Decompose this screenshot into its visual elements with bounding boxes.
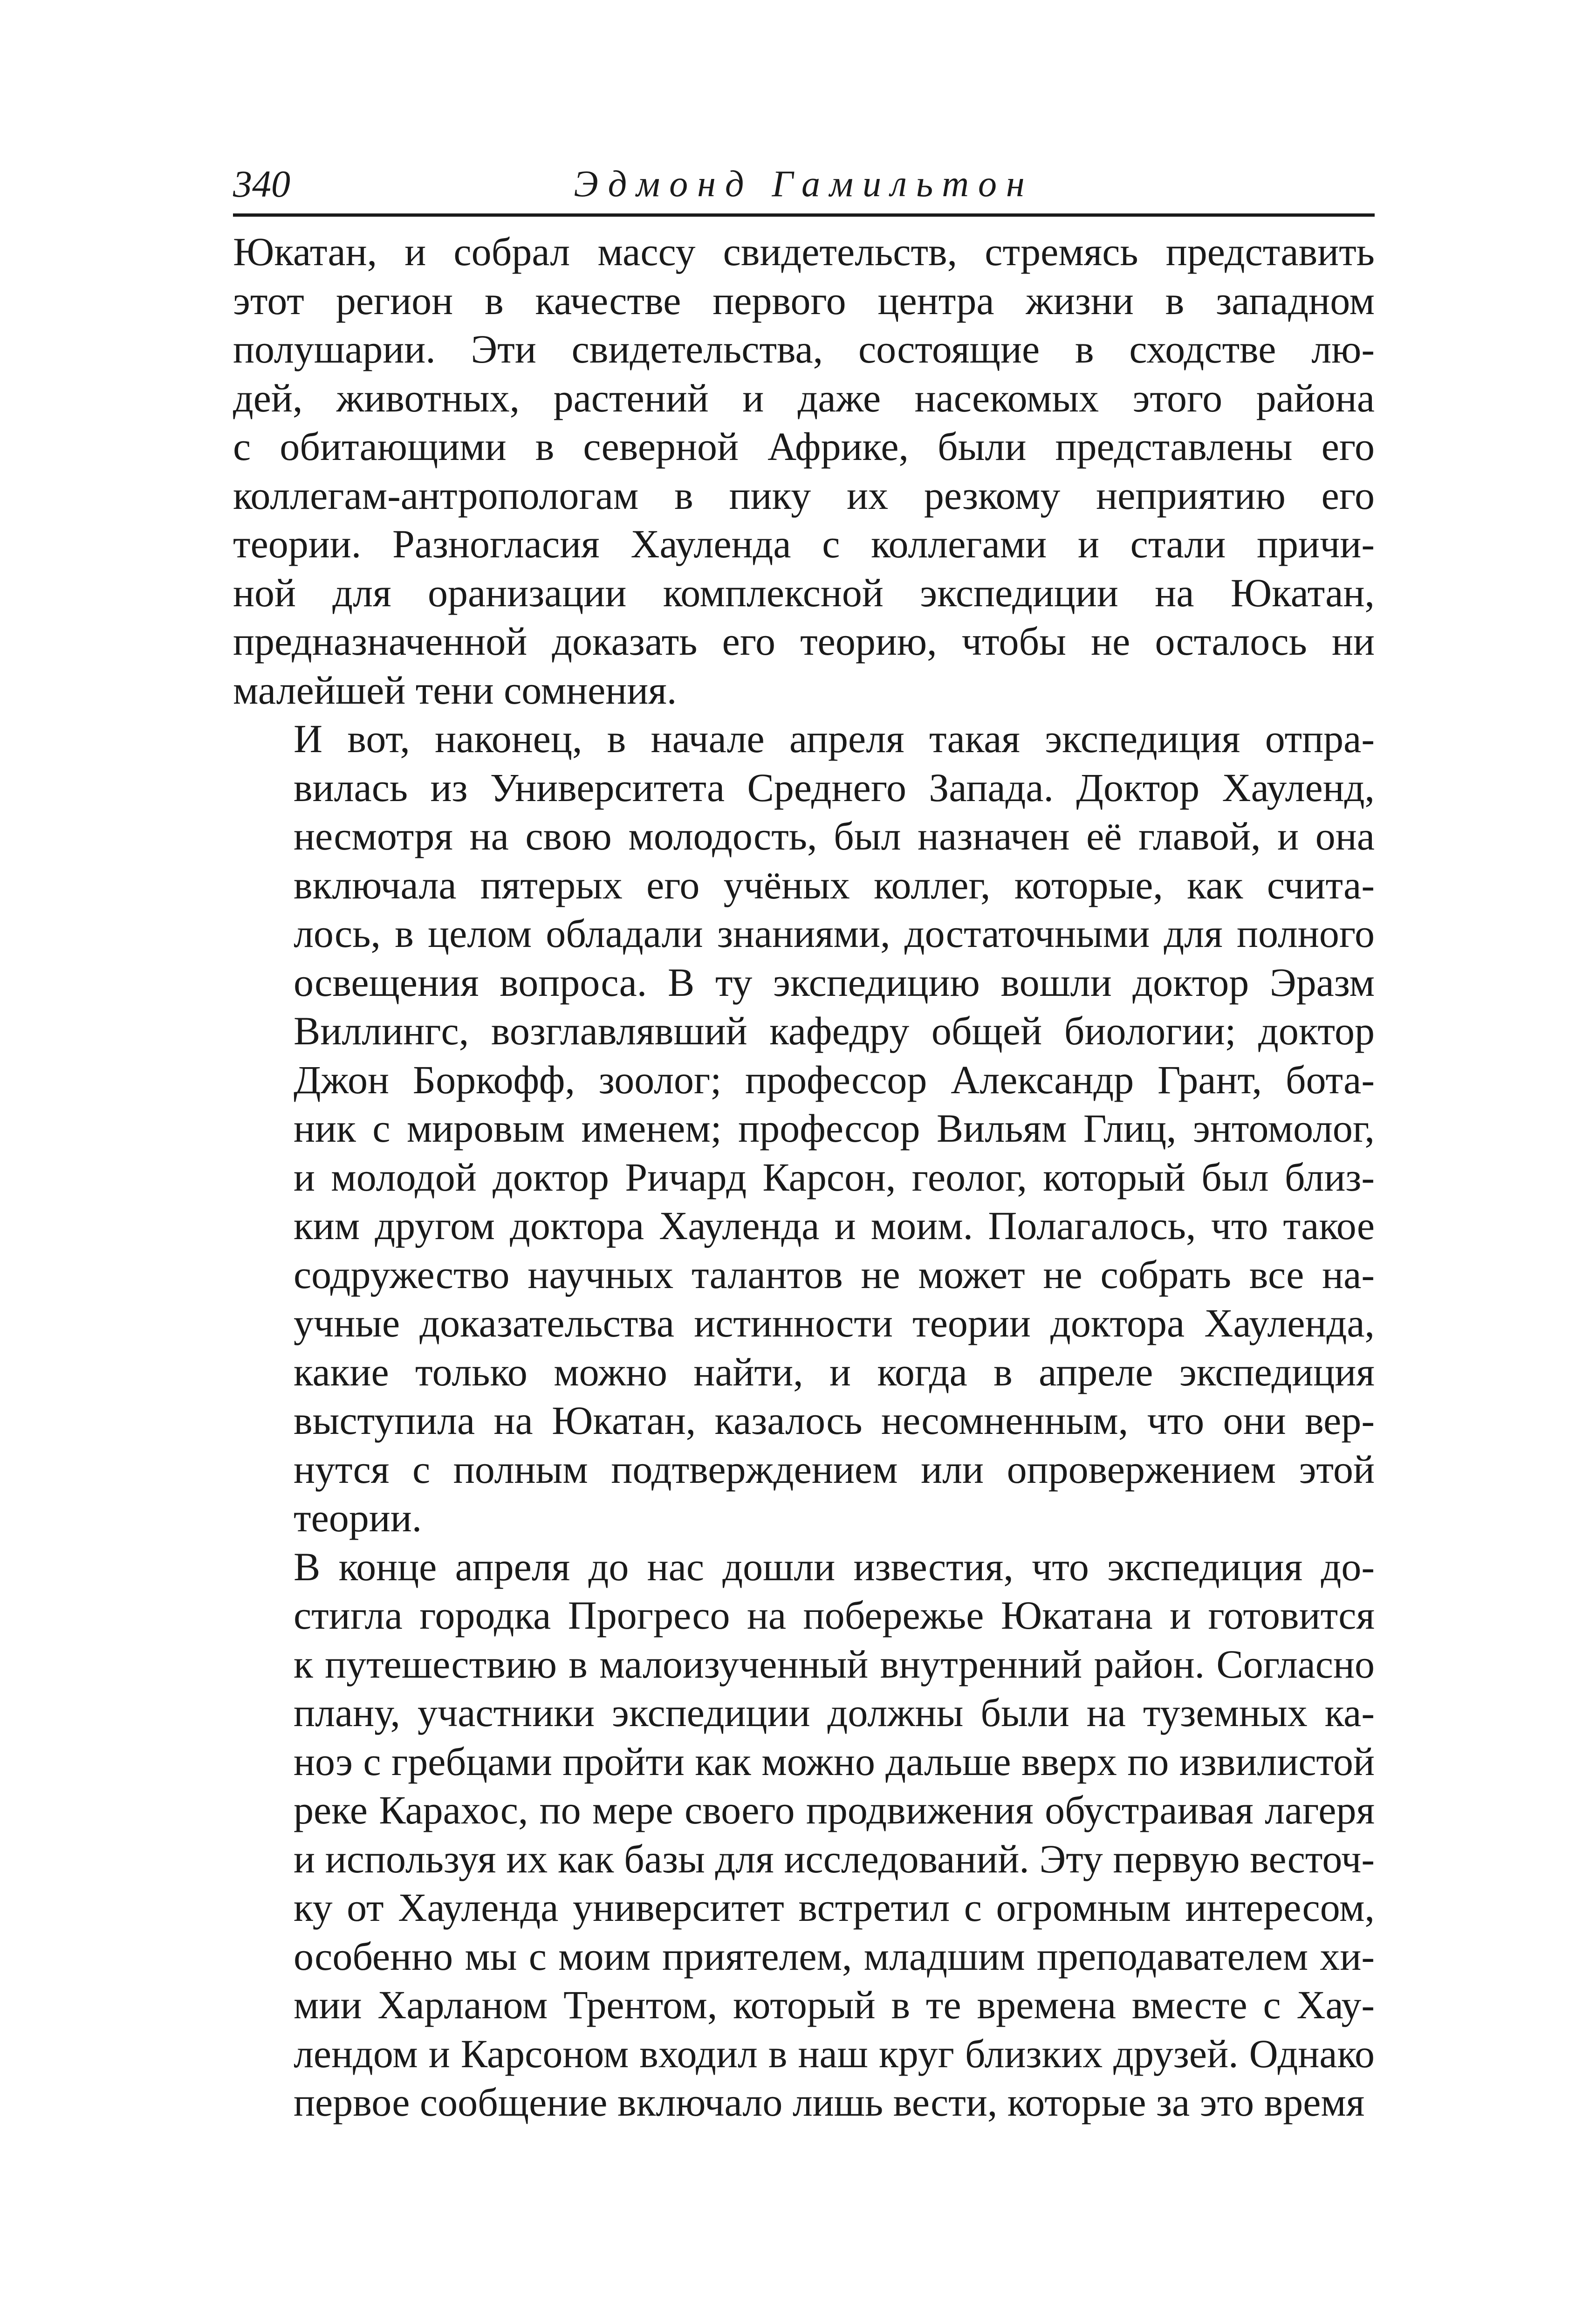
text-line: стигла городка Прогресо на побережье Юкатана и готовится <box>294 1593 1375 1638</box>
text-line: вилась из Университета Среднего Запада. Доктор Хауленд, <box>294 765 1375 810</box>
text-line: нутся с полным подтверждением или опровержением этой <box>294 1446 1375 1492</box>
text-line: коллегам-антропологам в пику их резкому неприятию его <box>233 473 1375 518</box>
text-line: ким другом доктора Хауленда и моим. Полагалось, что такое <box>294 1203 1375 1248</box>
text-line: лендом и Карсоном входил в наш круг близких друзей. Однако <box>294 2031 1375 2076</box>
text-line: ноэ с гребцами пройти как можно дальше вверх по извилистой <box>294 1739 1375 1784</box>
running-head: Эдмонд Гамильтон <box>574 164 1034 205</box>
text-line: лось, в целом обладали знаниями, достаточными для полного <box>294 911 1375 956</box>
body-text <box>233 227 1375 2127</box>
text-line: освещения вопроса. В ту экспедицию вошли доктор Эразм <box>294 960 1375 1005</box>
text-line: ник с мировым именем; профессор Вильям Глиц, энтомолог, <box>294 1106 1375 1151</box>
text-line: Юкатан, и собрал массу свидетельств, стремясь представить <box>233 229 1375 274</box>
text-line: И вот, наконец, в начале апреля такая экспедиция отпра- <box>294 716 1375 761</box>
text-line: ной для оранизации комплексной экспедиции на Юкатан, <box>233 570 1375 615</box>
page-number: 340 <box>233 163 290 205</box>
text-line: этот регион в качестве первого центра жизни в западном <box>233 278 1375 323</box>
text-line: мии Харланом Трентом, который в те времена вместе с Хау- <box>294 1982 1375 2027</box>
paragraph <box>233 227 1375 714</box>
text-line: и используя их как базы для исследований. Эту первую весточ- <box>294 1836 1375 1881</box>
text-line: какие только можно найти, и когда в апреле экспедиция <box>294 1349 1375 1394</box>
text-line: с обитающими в северной Африке, были представлены его <box>233 424 1375 469</box>
text-line: дей, животных, растений и даже насекомых этого района <box>233 375 1375 420</box>
text-line: включала пятерых его учёных коллег, которые, как счита- <box>294 862 1375 907</box>
text-line: полушарии. Эти свидетельства, состоящие в сходстве лю- <box>233 327 1375 371</box>
text-line: малейшей тени сомнения. <box>233 667 677 713</box>
text-line: содружество научных талантов не может не собрать все на- <box>294 1252 1375 1297</box>
text-line: плану, участники экспедиции должны были на туземных ка- <box>294 1690 1375 1735</box>
text-line: ку от Хауленда университет встретил с огромным интересом, <box>294 1885 1375 1930</box>
text-line: несмотря на свою молодость, был назначен её главой, и она <box>294 814 1375 858</box>
paragraph <box>233 1542 1375 2127</box>
text-line: выступила на Юкатан, казалось несомненным, что они вер- <box>294 1398 1375 1443</box>
text-line: Джон Боркофф, зоолог; профессор Александр Грант, бота- <box>294 1057 1375 1102</box>
text-line: теории. <box>294 1495 422 1540</box>
paragraph <box>233 714 1375 1542</box>
text-line: и молодой доктор Ричард Карсон, геолог, который был близ- <box>294 1154 1375 1199</box>
text-line: учные доказательства истинности теории доктора Хауленда, <box>294 1301 1375 1345</box>
text-line: особенно мы с моим приятелем, младшим преподавателем хи- <box>294 1933 1375 1979</box>
text-line: предназначенной доказать его теорию, чтобы не осталось ни <box>233 619 1375 664</box>
text-line: теории. Разногласия Хауленда с коллегами и стали причи- <box>233 521 1375 566</box>
text-line: Виллингс, возглавлявший кафедру общей биологии; доктор <box>294 1008 1375 1053</box>
text-line: первое сообщение включало лишь вести, которые за это время <box>294 2080 1365 2125</box>
text-line: к путешествию в малоизученный внутренний район. Согласно <box>294 1641 1375 1686</box>
text-line: В конце апреля до нас дошли известия, что экспедиция до- <box>294 1544 1375 1589</box>
header-rule <box>233 213 1375 217</box>
page-header <box>233 158 1375 210</box>
text-line: реке Карахос, по мере своего продвижения обустраивая лагеря <box>294 1788 1375 1832</box>
